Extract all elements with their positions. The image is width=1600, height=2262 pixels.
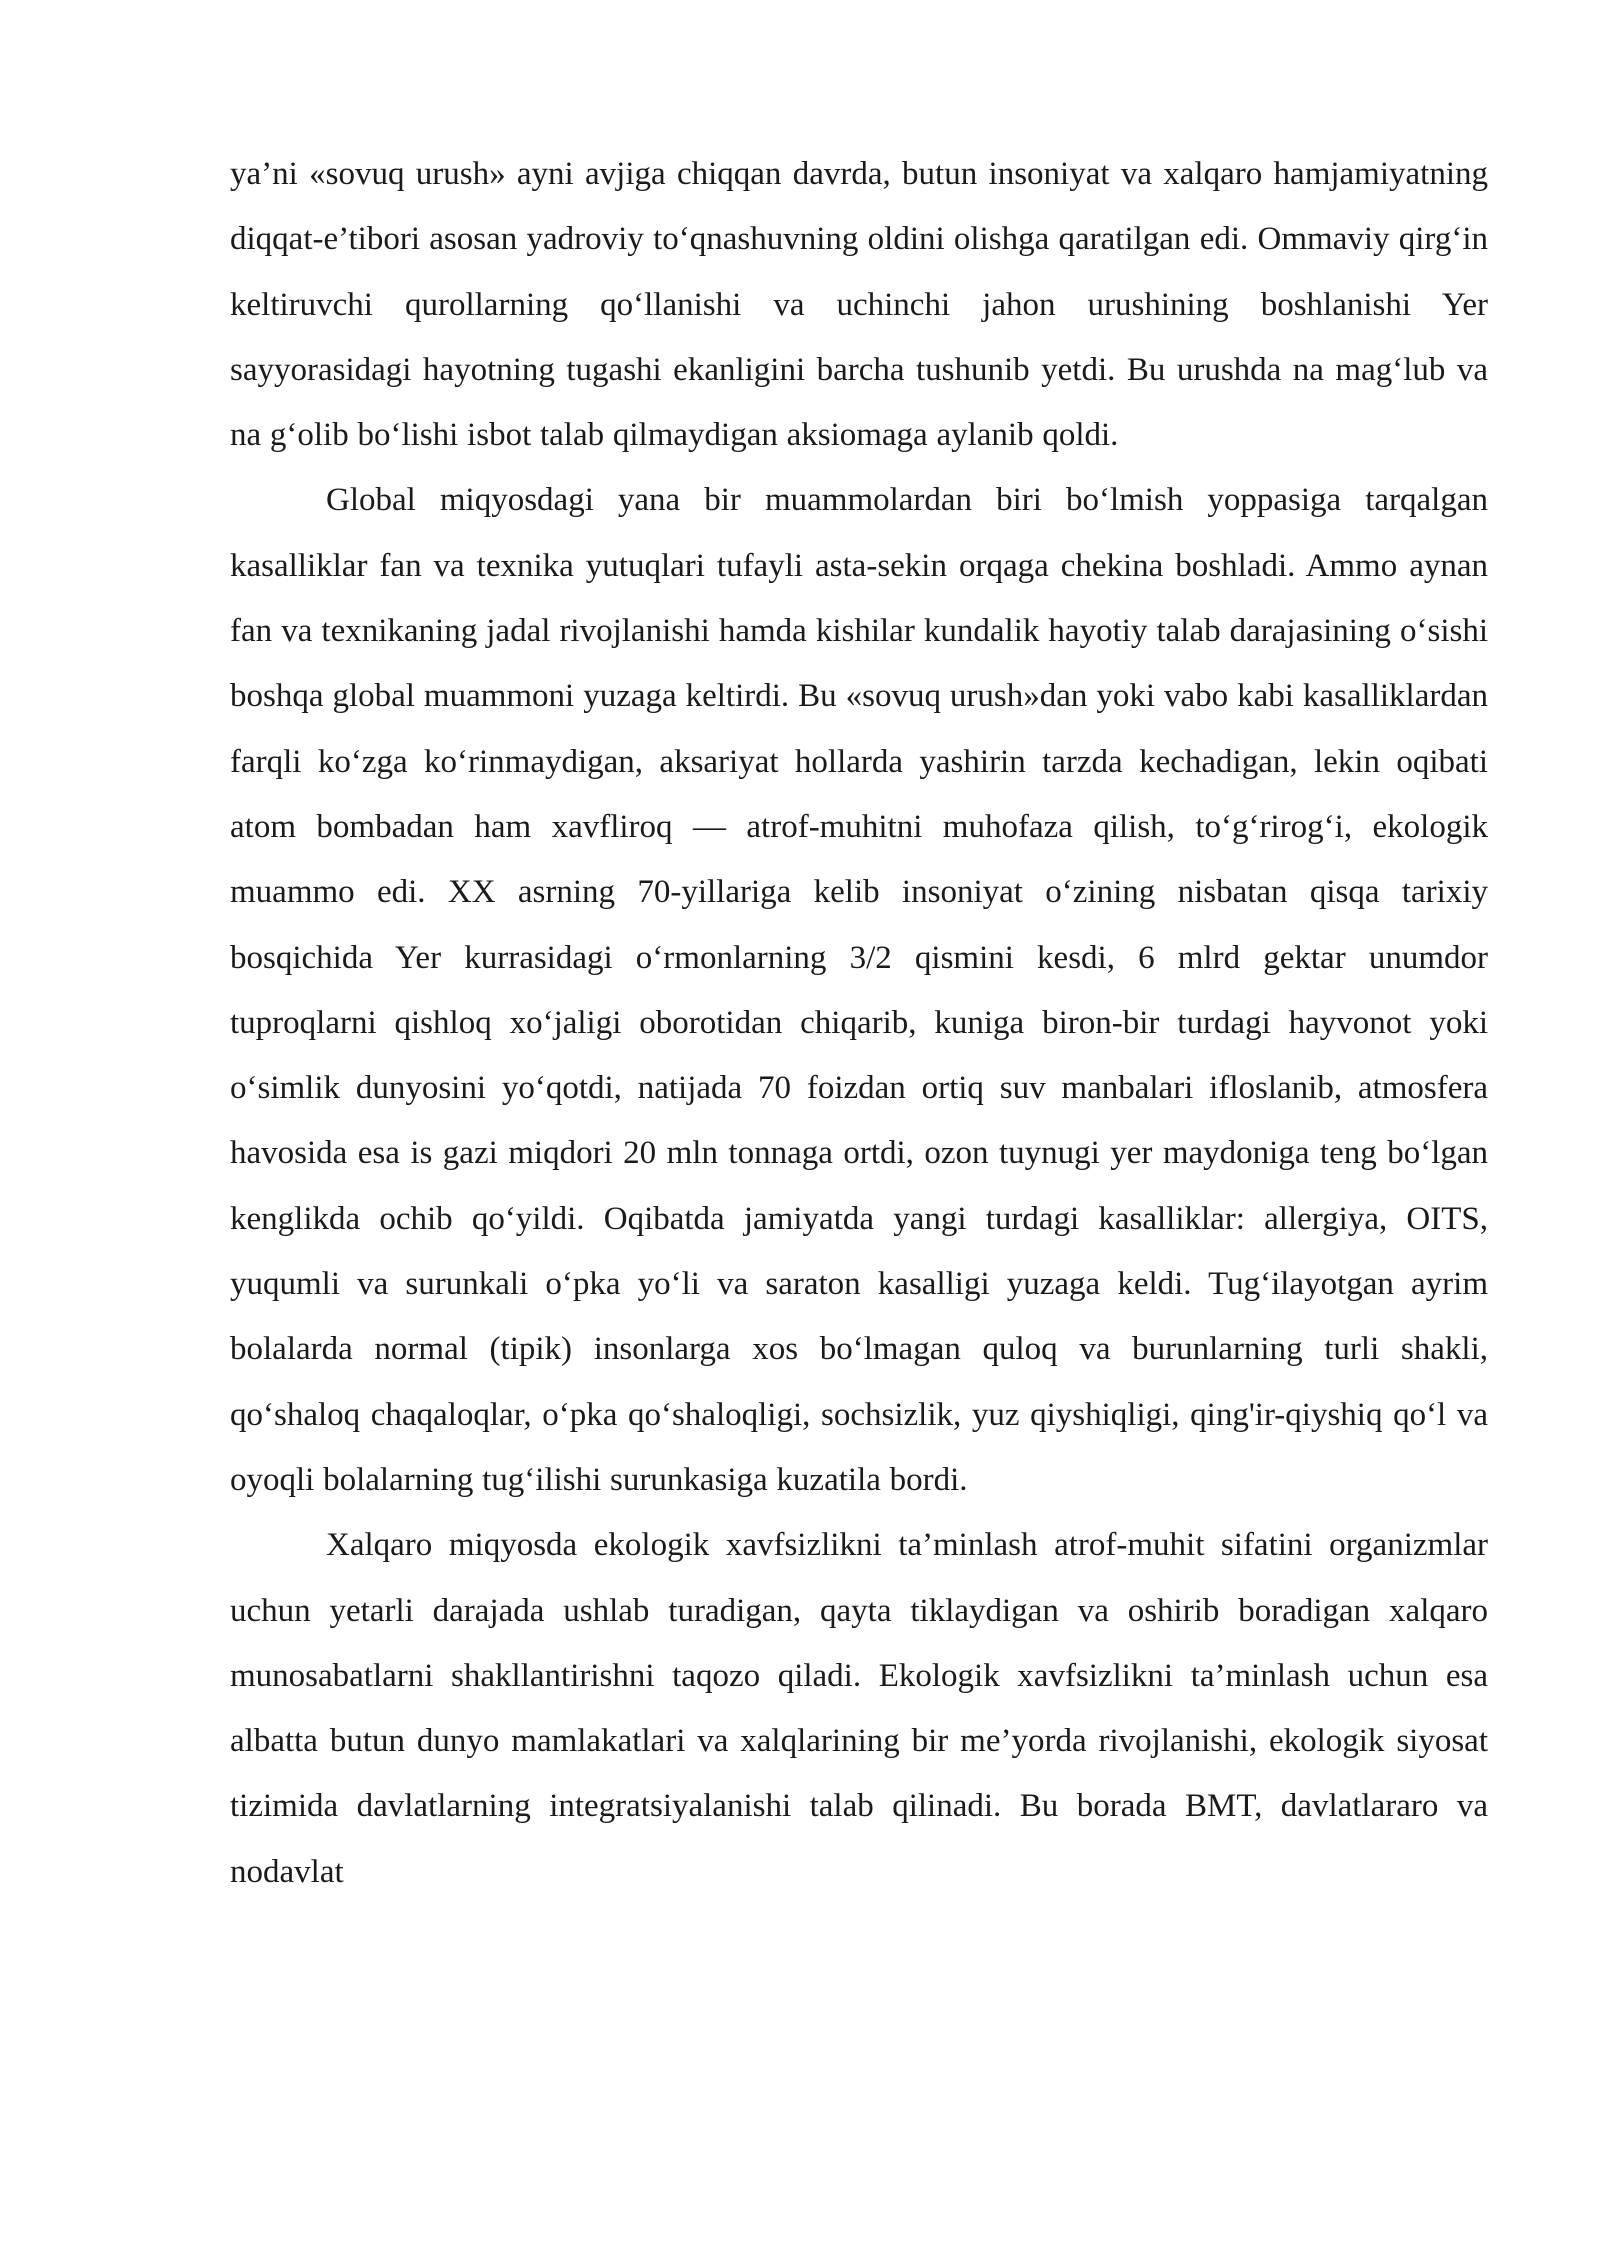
paragraph-1: ya’ni «sovuq urush» ayni avjiga chiqqan davrda, butun insoniyat va xalqaro hamjamiyatning diqqat-e’tibori asosan yadroviy to‘qnashuvning oldini olishga qaratilgan edi. Ommaviy qirg‘in keltiruvchi qurollarning qo‘llanishi va uchinchi jahon urushining boshlanishi Yer sayyorasidagi hayotning tugashi ekanligini barcha tushunib yetdi. Bu urushda na mag‘lub va na g‘olib bo‘lishi isbot talab qilmaydigan aksiomaga aylanib qoldi. [230, 156, 1488, 454]
paragraph-3: Xalqaro miqyosda ekologik xavfsizlikni ta’minlash atrof-muhit sifatini organizmlar uchun yetarli darajada ushlab turadigan, qayta tiklaydigan va oshirib boradigan xalqaro munosabatlarni shakllantirishni taqozo qiladi. Ekologik xavfsizlikni ta’minlash uchun esa albatta butun dunyo mamlakatlari va xalqlarining bir me’yorda rivojlanishi, ekologik siyosat tizimida davlatlarning integratsiyalanishi talab qilinadi. Bu borada BMT, davlatlararo va nodavlat [230, 1527, 1488, 1890]
body-text [230, 142, 1488, 1905]
paragraph-2: Global miqyosdagi yana bir muammolardan biri bo‘lmish yoppasiga tarqalgan kasalliklar fan va texnika yutuqlari tufayli asta-sekin orqaga chekina boshladi. Ammo aynan fan va texnikaning jadal rivojlanishi hamda kishilar kundalik hayotiy talab darajasining o‘sishi boshqa global muammoni yuzaga keltirdi. Bu «sovuq urush»dan yoki vabo kabi kasalliklardan farqli ko‘zga ko‘rinmaydigan, aksariyat hollarda yashirin tarzda kechadigan, lekin oqibati atom bombadan ham xavfliroq — atrof-muhitni muhofaza qilish, to‘g‘rirog‘i, ekologik muammo edi. XX asrning 70-yillariga kelib insoniyat o‘zining nisbatan qisqa tarixiy bosqichida Yer kurrasidagi o‘rmonlarning 3/2 qismini kesdi, 6 mlrd gektar unumdor tuproqlarni qishloq xo‘jaligi oborotidan chiqarib, kuniga biron-bir turdagi hayvonot yoki o‘simlik dunyosini yo‘qotdi, natijada 70 foizdan ortiq suv manbalari ifloslanib, atmosfera havosida esa is gazi miqdori 20 mln tonnaga ortdi, ozon tuynugi yer maydoniga teng bo‘lgan kenglikda ochib qo‘yildi. Oqibatda jamiyatda yangi turdagi kasalliklar: allergiya, OITS, yuqumli va surunkali o‘pka yo‘li va saraton kasalligi yuzaga keldi. Tug‘ilayotgan ayrim bolalarda normal (tipik) insonlarga xos bo‘lmagan quloq va burunlarning turli shakli, qo‘shaloq chaqaloqlar, o‘pka qo‘shaloqligi, sochsizlik, yuz qiyshiqligi, qing'ir-qiyshiq qo‘l va oyoqli bolalarning tug‘ilishi surunkasiga kuzatila bordi. [230, 482, 1488, 1498]
